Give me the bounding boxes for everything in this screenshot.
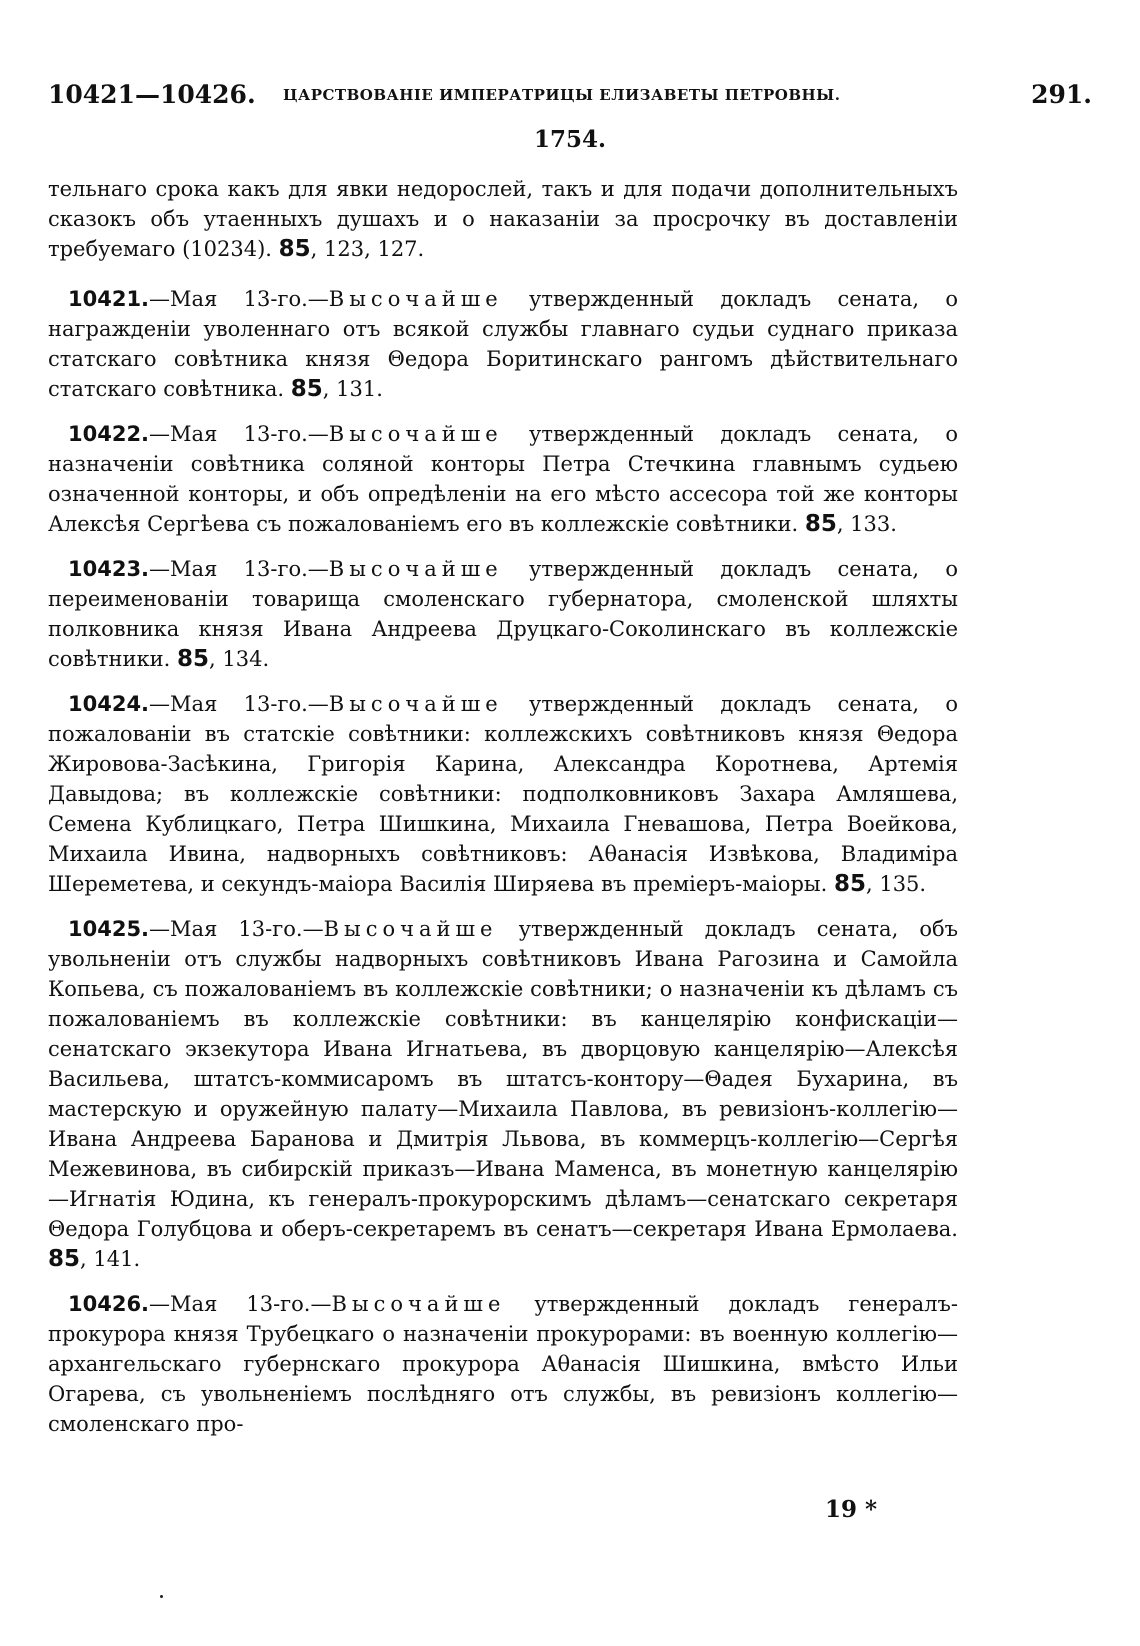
- reference-pages: , 135.: [865, 872, 927, 896]
- reference-pages: , 133.: [836, 512, 897, 536]
- entry-spaced-word: Высочайше: [323, 917, 498, 941]
- entry-text: утвержденный докладъ сената, объ увольненiи отъ службы надворныхъ совѣтниковъ Ивана Рагозина и Самойла Копьева, съ пожалованiемъ въ коллежскiе совѣтники; о назначенiи къ дѣламъ съ пожалованiемъ въ коллежскiе совѣтники: въ канцелярiю конфискацiи—сенатскаго экзекутора Ивана Игнатьева, въ дворцовую канцелярiю—Алексѣя Васильева, штатсъ-коммисаромъ въ штатсъ-контору—Θадея Бухарина, въ мастерскую и оружейную палату—Михаила Павлова, въ ревизiонъ-коллегiю—Ивана Андреева Баранова и Дмитрiя Львова, въ коммерцъ-коллегiю—Сергѣя Межевинова, въ сибирскiй приказъ—Ивана Маменса, въ монетную канцелярiю—Игнатiя Юдина, къ генералъ-прокурорскимъ дѣламъ—сенатскаго секретаря Θедора Голубцова и оберъ-секретаремъ въ сенатъ—секретаря Ивана Ермолаева.: [48, 917, 958, 1241]
- page-number: 291.: [1031, 80, 1092, 109]
- entry-text: утвержденный докладъ сената, о награжденiи уволеннаго отъ всякой службы главнаго судьи суднаго приказа статскаго совѣтника князя Θедора Боритинскаго рангомъ дѣйствительнаго статскаго совѣтника.: [48, 287, 958, 401]
- entry-10425: [48, 914, 958, 1274]
- continuation-paragraph: [48, 174, 958, 264]
- reference-pages: , 134.: [209, 647, 270, 671]
- entry-number: 10424.: [68, 692, 150, 716]
- entry-date: —Мая 13-го.—: [149, 917, 324, 941]
- entry-date: —Мая 13-го.—: [149, 422, 329, 446]
- entry-number: 10422.: [68, 422, 150, 446]
- running-head: [48, 80, 1092, 114]
- reference-volume: 85: [833, 871, 866, 897]
- entry-range: 10421—10426.: [48, 80, 256, 109]
- print-speck: [160, 1595, 163, 1598]
- entry-text: утвержденный докладъ сената, о переименованiи товарища смоленскаго губернатора, смоленской шляхты полковника князя Ивана Андреева Друцкаго-Соколинскаго въ коллежскiе совѣтники.: [48, 557, 958, 671]
- reference-volume: 85: [290, 376, 323, 402]
- entry-number: 10425.: [68, 917, 150, 941]
- entry-spaced-word: Высочайше: [331, 1292, 506, 1316]
- entry-spaced-word: Высочайше: [328, 287, 503, 311]
- continuation-text: тельнаго срока какъ для явки недорослей, такъ и для подачи дополнительныхъ сказокъ объ утаенныхъ душахъ и о наказанiи за просрочку въ доставленiи требуемаго (10234).: [48, 177, 958, 261]
- entry-date: —Мая 13-го.—: [149, 1292, 332, 1316]
- reference-pages: , 123, 127.: [310, 237, 425, 261]
- running-title: ЦАРСТВОВАНIЕ ИМПЕРАТРИЦЫ ЕЛИЗАВЕТЫ ПЕТРОВНЫ.: [283, 86, 841, 104]
- entry-date: —Мая 13-го.—: [149, 557, 329, 581]
- entry-text: утвержденный докладъ сената, о назначенiи совѣтника соляной конторы Петра Стечкина главнымъ судьею означенной конторы, и объ опредѣленiи на его мѣсто ассесора той же конторы Алексѣя Сергѣева съ пожалованiемъ его въ коллежскiе совѣтники.: [48, 422, 958, 536]
- reference-volume: 85: [278, 236, 311, 262]
- reference-pages: , 131.: [322, 377, 383, 401]
- reference-pages: , 141.: [80, 1247, 141, 1271]
- reference-volume: 85: [177, 646, 210, 672]
- entry-date: —Мая 13-го.—: [149, 692, 329, 716]
- reference-volume: 85: [804, 511, 837, 537]
- entry-number: 10426.: [68, 1292, 150, 1316]
- reference-volume: 85: [48, 1246, 81, 1272]
- entry-text: утвержденный докладъ генералъ-прокурора князя Трубецкаго о назначенiи прокурорами: въ военную коллегiю—архангельскаго губернскаго прокурора Аθанасiя Шишкина, вмѣсто Ильи Огарева, съ увольненiемъ послѣдняго отъ службы, въ ревизiонъ коллегiю—смоленскаго про-: [48, 1292, 958, 1436]
- entry-10423: [48, 554, 958, 674]
- year-heading: 1754.: [533, 126, 607, 153]
- entry-text: утвержденный докладъ сената, о пожалованiи въ статскiе совѣтники: коллежскихъ совѣтниковъ князя Θедора Жировова-Засѣкина, Григорiя Карина, Александра Коротнева, Артемiя Давыдова; въ коллежскiе совѣтники: подполковниковъ Захара Амляшева, Семена Кублицкаго, Петра Шишкина, Михаила Гневашова, Петра Воейкова, Михаила Ивина, надворныхъ совѣтниковъ: Аθанасiя Извѣкова, Владимiра Шереметева, и секундъ-маiора Василiя Ширяева въ премiеръ-маiоры.: [48, 692, 958, 896]
- signature-mark: 19 *: [825, 1496, 878, 1523]
- page-body: [48, 174, 958, 1454]
- entry-date: —Мая 13-го.—: [149, 287, 329, 311]
- entry-10422: [48, 419, 958, 539]
- entry-spaced-word: Высочайше: [328, 422, 503, 446]
- entry-spaced-word: Высочайше: [328, 692, 503, 716]
- entry-number: 10421.: [68, 287, 150, 311]
- entry-10424: [48, 689, 958, 899]
- entry-number: 10423.: [68, 557, 150, 581]
- entry-10421: [48, 284, 958, 404]
- entry-10426: [48, 1289, 958, 1439]
- entry-spaced-word: Высочайше: [328, 557, 503, 581]
